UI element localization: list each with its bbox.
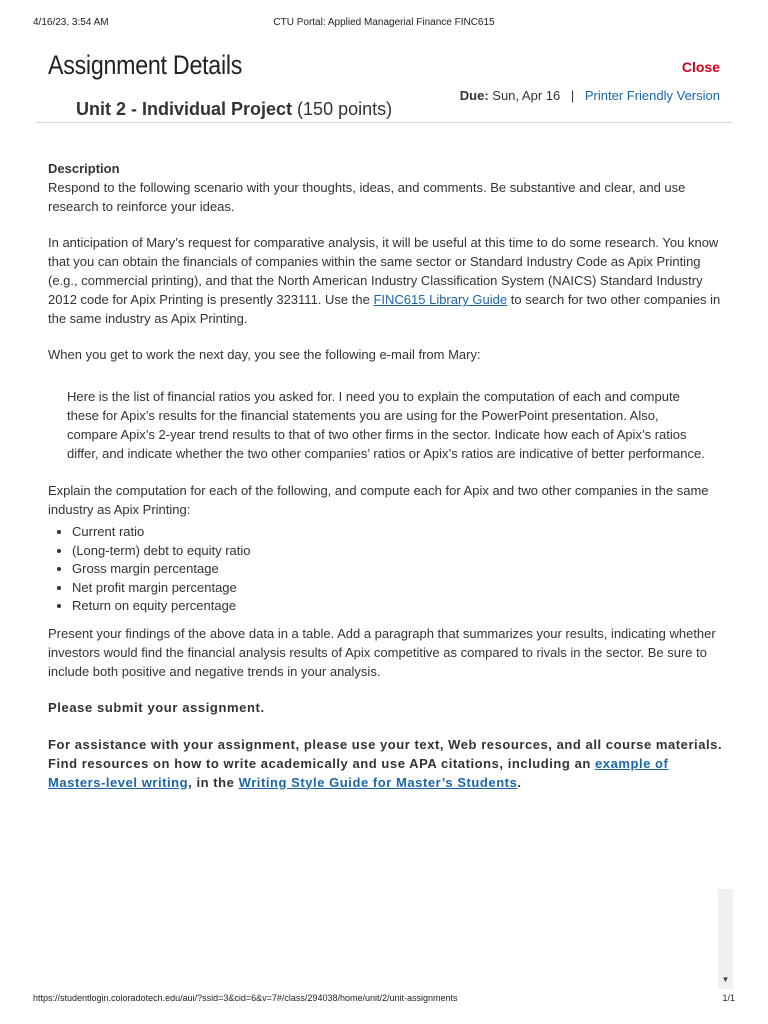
project-title bbox=[76, 99, 392, 120]
separator: | bbox=[570, 88, 575, 103]
due-label: Due: bbox=[459, 88, 489, 103]
page-url: https://studentlogin.coloradotech.edu/aui/?ssid=3&cid=6&v=7#/class/294038/home/unit/2/unit-assignments bbox=[33, 993, 458, 1003]
masters-writing-link[interactable]: example of Masters-level writing bbox=[48, 755, 669, 790]
assistance-paragraph: For assistance with your assignment, please use your text, Web resources, and all course materials. Find resources on how to write academically and use APA citations, including an example of Masters-level writing, in the Writing Style Guide for Master’s Students. bbox=[48, 736, 723, 790]
assignment-content bbox=[48, 159, 728, 792]
library-guide-link[interactable]: FINC615 Library Guide bbox=[373, 292, 508, 307]
project-name: Unit 2 - Individual Project bbox=[76, 99, 293, 119]
header-divider bbox=[36, 122, 733, 123]
printer-friendly-link[interactable]: Printer Friendly Version bbox=[584, 88, 720, 103]
scrollbar[interactable] bbox=[718, 889, 733, 989]
list-item: • (Long-term) debt to equity ratio bbox=[72, 542, 728, 561]
list-item: • Current ratio bbox=[72, 523, 728, 542]
page-number: 1/1 bbox=[722, 993, 735, 1003]
list-item: • Return on equity percentage bbox=[72, 597, 728, 616]
ratios-intro: Explain the computation for each of the following, and compute each for Apix and two other companies in the same industry as Apix Printing: bbox=[48, 483, 709, 517]
close-button[interactable]: Close bbox=[681, 59, 720, 75]
findings-paragraph: Present your findings of the above data in a table. Add a paragraph that summarizes your results, indicating whether investors would find the financial analysis results of Apix competitive as compared to rivals in the sector. Be sure to include both positive and negative trends in your analysis. bbox=[48, 625, 716, 679]
page-title: Assignment Details bbox=[48, 50, 243, 80]
email-intro: When you get to work the next day, you see the following e-mail from Mary: bbox=[48, 347, 481, 362]
project-points: (150 points) bbox=[297, 99, 393, 119]
scroll-down-icon[interactable]: ▼ bbox=[721, 975, 730, 984]
print-date: 4/16/23, 3:54 AM bbox=[33, 17, 109, 28]
email-quote: Here is the list of financial ratios you asked for. I need you to explain the computation of each and compute these for Apix’s results for the financial statements you are using for the PowerPoint presentation. Also, compare Apix’s 2-year trend results to that of two other firms in the sector. Indicate how each of Apix’s ratios differ, and indicate whether the two other companies’ ratios or Apix’s ratios are indicative of better performance. bbox=[67, 389, 705, 461]
print-page-title: CTU Portal: Applied Managerial Finance FINC615 bbox=[273, 17, 495, 28]
due-info bbox=[460, 88, 720, 103]
ratio-list bbox=[48, 523, 728, 616]
list-item: • Net profit margin percentage bbox=[72, 579, 728, 598]
due-date: Sun, Apr 16 bbox=[492, 88, 561, 103]
list-item: • Gross margin percentage bbox=[72, 560, 728, 579]
description-heading: Description bbox=[48, 161, 120, 176]
style-guide-link[interactable]: Writing Style Guide for Master’s Students bbox=[238, 774, 518, 790]
scenario-paragraph: In anticipation of Mary’s request for comparative analysis, it will be useful at this time to do some research. You know that you can obtain the financials of companies within the same sector or Standard Industry Code as Apix Printing (e.g., commercial printing), and that the North American Industry Classification System (NAICS) Standard Industry 2012 code for Apix Printing is presently 323111. Use the FINC615 Library Guide to search for two other companies in the same industry as Apix Printing. bbox=[48, 235, 721, 326]
submit-instruction: Please submit your assignment. bbox=[48, 699, 265, 715]
description-text: Respond to the following scenario with your thoughts, ideas, and comments. Be substantive and clear, and use research to reinforce your ideas. bbox=[48, 180, 686, 214]
